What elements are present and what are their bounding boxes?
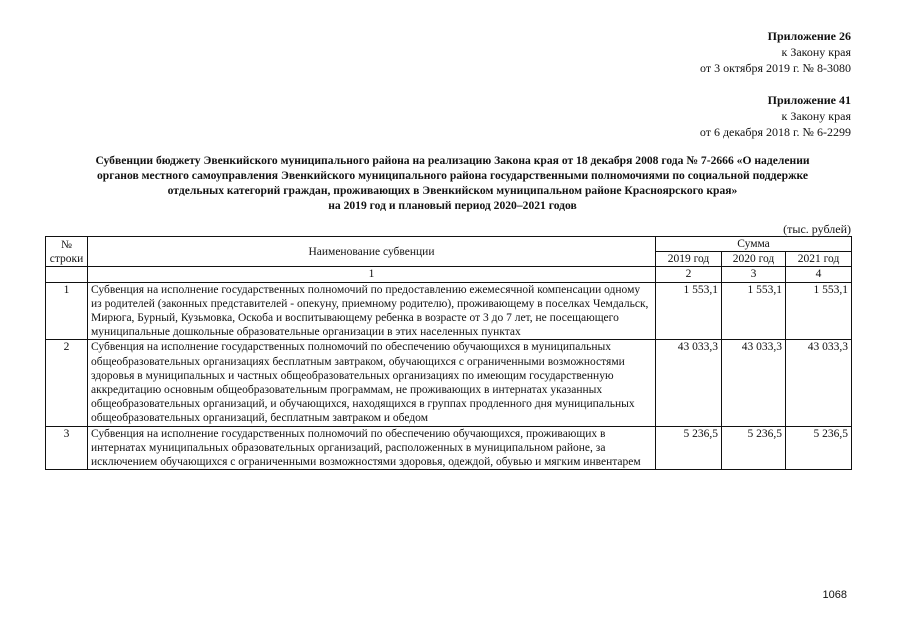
title-line-4: на 2019 год и плановый период 2020–2021 годов bbox=[328, 199, 577, 212]
row-value-2021: 43 033,3 bbox=[786, 340, 852, 426]
table-row bbox=[46, 340, 852, 426]
appendix-41-date: от 6 декабря 2018 г. № 6-2299 bbox=[699, 125, 851, 139]
header-row-word: строки bbox=[49, 252, 84, 265]
appendix-41-law-ref: к Закону края bbox=[781, 109, 851, 123]
row-number: 1 bbox=[46, 282, 88, 340]
row-value-2019: 5 236,5 bbox=[656, 426, 722, 470]
title-line-1: Субвенции бюджету Эвенкийского муниципального района на реализацию Закона края от 18 декабря 2008 года № 7-2666 «О наделении bbox=[95, 154, 810, 167]
row-value-2021: 1 553,1 bbox=[786, 282, 852, 340]
document-title bbox=[45, 153, 860, 213]
row-number: 2 bbox=[46, 340, 88, 426]
header-year-2021: 2021 год bbox=[786, 252, 852, 267]
row-number: 3 bbox=[46, 426, 88, 470]
column-number-name: 1 bbox=[88, 267, 656, 282]
units-label: (тыс. рублей) bbox=[783, 222, 851, 236]
header-number-sign: № bbox=[61, 238, 72, 251]
appendix-26-law-ref: к Закону края bbox=[781, 45, 851, 59]
row-value-2019: 43 033,3 bbox=[656, 340, 722, 426]
appendix-26-block bbox=[700, 28, 851, 76]
table-row bbox=[46, 282, 852, 340]
title-line-3: отдельных категорий граждан, проживающих в Эвенкийском муниципальном районе Красноярского края» bbox=[167, 184, 738, 197]
header-sum: Сумма bbox=[656, 237, 852, 252]
appendix-41-block bbox=[700, 92, 851, 140]
appendix-41-title: Приложение 41 bbox=[767, 93, 851, 107]
row-name: Субвенция на исполнение государственных полномочий по обеспечению обучающихся, проживающих в интернатах муниципальных образовательных организаций, расположенных в муниципальном районе, за исключением обучающихся с ограниченными возможностями здоровья, одеждой, обувью и мягким инвентарем bbox=[88, 426, 656, 470]
row-value-2021: 5 236,5 bbox=[786, 426, 852, 470]
column-number-empty bbox=[46, 267, 88, 282]
row-name: Субвенция на исполнение государственных полномочий по обеспечению обучающихся в муниципальных общеобразовательных организациях бесплатным завтраком, обучающихся с ограниченными возможностями здоровья в муниципальных и частных общеобразовательных организациях по имеющим государственную аккредитацию основным общеобразовательным программам, не проживающих в интернатах указанных общеобразовательных организаций, и обучающихся, находящихся в группах продленного дня муниципальных общеобразовательных организаций, бесплатным завтраком и обедом bbox=[88, 340, 656, 426]
column-number-2020: 3 bbox=[722, 267, 786, 282]
header-year-2019: 2019 год bbox=[656, 252, 722, 267]
header-row bbox=[46, 237, 852, 252]
column-number-row bbox=[46, 267, 852, 282]
subventions-table bbox=[45, 236, 852, 470]
row-value-2020: 5 236,5 bbox=[722, 426, 786, 470]
appendix-26-date: от 3 октября 2019 г. № 8-3080 bbox=[699, 61, 851, 75]
header-row-number bbox=[46, 237, 88, 267]
header-year-2020: 2020 год bbox=[722, 252, 786, 267]
row-value-2020: 43 033,3 bbox=[722, 340, 786, 426]
row-value-2019: 1 553,1 bbox=[656, 282, 722, 340]
table-row bbox=[46, 426, 852, 470]
row-value-2020: 1 553,1 bbox=[722, 282, 786, 340]
header-name: Наименование субвенции bbox=[88, 237, 656, 267]
page-number: 1068 bbox=[822, 589, 847, 601]
row-name: Субвенция на исполнение государственных полномочий по предоставлению ежемесячной компенсации одному из родителей (законных представителей - опекуну, приемному родителю), проживающему в поселках Чемдальск, Мирюга, Бурный, Кузьмовка, Оскоба и воспитывающему ребенка в возрасте от 3 до 7 лет, не посещающего муниципальные дошкольные образовательные организации в этих населенных пунктах bbox=[88, 282, 656, 340]
column-number-2019: 2 bbox=[656, 267, 722, 282]
appendix-26-title: Приложение 26 bbox=[767, 29, 851, 43]
title-line-2: органов местного самоуправления Эвенкийского муниципального района государственными полномочиями по социальной поддержке bbox=[96, 169, 809, 182]
column-number-2021: 4 bbox=[786, 267, 852, 282]
